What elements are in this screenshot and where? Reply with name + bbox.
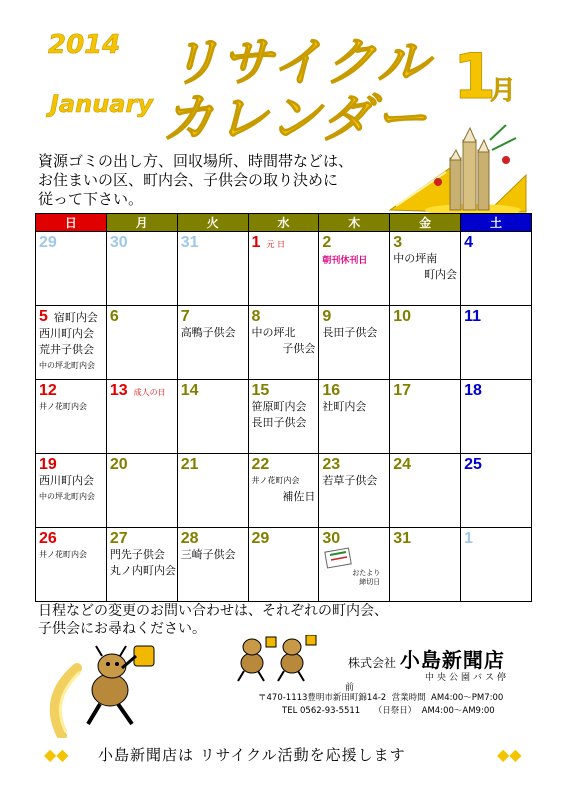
- day-number: 26: [39, 530, 57, 547]
- event-label-small: 井ノ花町内会: [39, 550, 87, 559]
- day-heading: [322, 456, 386, 473]
- weekday-header-wed: 水: [248, 214, 319, 232]
- year-label: 2014: [48, 30, 121, 60]
- calendar-day-cell: [106, 232, 177, 306]
- event-label: 町内会: [424, 268, 458, 281]
- day-number: 31: [180, 234, 199, 251]
- day-number: 23: [322, 456, 341, 473]
- notice-line: 日程などの変更のお問い合わせは、それぞれの町内会、: [38, 603, 388, 619]
- event-label: 西川町内会: [39, 327, 94, 340]
- event-label: 補佐日: [282, 490, 316, 503]
- day-number: 21: [180, 456, 199, 473]
- weekday-header-tue: 火: [177, 214, 248, 232]
- day-heading: [39, 308, 103, 326]
- calendar-table: [35, 213, 532, 602]
- calendar-day-cell: [461, 528, 532, 602]
- weekday-header-sun: 日: [36, 214, 107, 232]
- day-heading: [110, 456, 174, 473]
- weekday-header-thu: 木: [319, 214, 390, 232]
- calendar-day-cell: [390, 454, 461, 528]
- day-number: 19: [39, 456, 57, 473]
- holiday-note: 成人の日: [133, 388, 166, 397]
- day-number: 8: [251, 308, 261, 325]
- day-heading: [252, 456, 316, 473]
- calendar-day-cell: [177, 380, 248, 454]
- calendar-day-cell: [319, 232, 390, 306]
- day-number: 4: [464, 234, 473, 251]
- month-number: 1: [453, 40, 497, 113]
- title-line-1: リサイクル: [168, 33, 431, 93]
- calendar-day-cell: [248, 454, 319, 528]
- day-number: 11: [464, 308, 481, 325]
- calendar-day-cell: [461, 232, 532, 306]
- hours: AM4:00～PM7:00: [431, 693, 504, 703]
- notice-line: 子供会にお尋ねください。: [38, 621, 206, 637]
- calendar-day-cell: [248, 306, 319, 380]
- day-heading: [393, 382, 457, 399]
- day-number: 16: [322, 382, 341, 399]
- calendar-week-row: [36, 306, 532, 380]
- event-label: 子供会: [282, 342, 316, 355]
- weekday-header-row: [36, 214, 532, 232]
- day-heading: [252, 308, 316, 325]
- calendar-day-cell: [106, 306, 177, 380]
- day-number: 27: [109, 530, 128, 547]
- calendar-day-cell: [319, 380, 390, 454]
- day-number: 13: [109, 382, 128, 399]
- event-label: 中の坪北: [251, 326, 296, 339]
- deadline-label: 締切日: [359, 578, 381, 586]
- calendar-week-row: [36, 528, 532, 602]
- day-heading: [464, 234, 528, 251]
- day-heading: [322, 530, 386, 547]
- company-block: [348, 644, 505, 673]
- day-heading: [393, 308, 457, 325]
- day-number: 10: [393, 308, 412, 325]
- address-line-2: [258, 705, 503, 718]
- calendar-day-cell: [461, 380, 532, 454]
- day-heading: [252, 234, 316, 251]
- day-number: 31: [393, 530, 412, 547]
- holiday-hours: AM4:00～AM9:00: [421, 706, 495, 716]
- holiday-note: 元 日: [266, 240, 285, 249]
- day-number: 29: [251, 530, 270, 547]
- new-year-decoration-icon: [388, 120, 528, 215]
- calendar-day-cell: [319, 528, 390, 602]
- calendar-day-cell: [248, 232, 319, 306]
- day-number: 15: [251, 382, 270, 399]
- day-number: 29: [39, 234, 57, 251]
- calendar-week-row: [36, 454, 532, 528]
- day-heading: [464, 456, 528, 473]
- event-label: 門先子供会: [109, 548, 165, 561]
- day-number: 6: [109, 308, 119, 325]
- calendar-day-cell: [36, 380, 107, 454]
- event-label: 荒井子供会: [39, 343, 94, 356]
- calendar-day-cell: [390, 306, 461, 380]
- calendar-day-cell: [461, 306, 532, 380]
- day-heading: [322, 382, 386, 399]
- day-number: 14: [180, 382, 199, 399]
- day-number: 22: [251, 456, 270, 473]
- day-number: 5: [39, 308, 48, 325]
- day-heading: [252, 530, 316, 547]
- day-heading: [322, 234, 386, 251]
- event-label: 長田子供会: [322, 326, 378, 339]
- calendar-day-cell: [177, 306, 248, 380]
- weekday-header-mon: 月: [106, 214, 177, 232]
- dancing-cows-icon: [222, 635, 322, 683]
- day-number: 28: [180, 530, 199, 547]
- calendar-day-cell: [36, 454, 107, 528]
- calendar-day-cell: [177, 528, 248, 602]
- month-english-label: January: [50, 90, 153, 118]
- day-heading: [181, 456, 245, 473]
- intro-line: 資源ゴミの出し方、回収場所、時間帯などは、: [38, 152, 354, 170]
- day-number: 30: [322, 530, 341, 547]
- calendar-day-cell: [390, 380, 461, 454]
- event-label-small: 中の坪北町内会: [39, 361, 95, 370]
- day-heading: [322, 308, 386, 325]
- holiday-hours-label: （日祭日）: [373, 706, 417, 716]
- event-label: 中の坪南: [393, 252, 438, 265]
- intro-line: 従って下さい。: [38, 190, 144, 208]
- day-number: 17: [393, 382, 412, 399]
- day-heading: [110, 382, 174, 399]
- calendar-week-row: [36, 232, 532, 306]
- title-line-2: カレンダー: [162, 89, 429, 149]
- day-number: 20: [109, 456, 128, 473]
- support-message: 小島新聞店は リサイクル活動を応援します: [98, 746, 406, 764]
- day-heading: [110, 530, 174, 547]
- day-number: 12: [39, 382, 57, 399]
- day-number: 2: [322, 234, 332, 251]
- event-label: 笹原町内会: [251, 400, 307, 413]
- event-label: 高鴨子供会: [180, 326, 236, 339]
- calendar-day-cell: [36, 306, 107, 380]
- day-number: 9: [322, 308, 332, 325]
- calendar-day-cell: [319, 454, 390, 528]
- day-heading: [181, 530, 245, 547]
- company-name: 小島新聞店: [399, 648, 505, 672]
- event-label: 長田子供会: [251, 416, 307, 429]
- weekday-header-sat: 土: [461, 214, 532, 232]
- day-number: 1: [464, 530, 473, 547]
- intro-line: お住まいの区、町内会、子供会の取り決めに: [38, 171, 339, 189]
- calendar-day-cell: [248, 528, 319, 602]
- day-number: 25: [464, 456, 482, 473]
- address-line-1: [258, 692, 503, 705]
- address-block: [258, 692, 503, 718]
- day-heading: [181, 234, 245, 251]
- day-heading: [39, 530, 103, 547]
- newsletter-deadline-label: [322, 569, 386, 587]
- day-heading: [39, 456, 103, 473]
- calendar-day-cell: [106, 454, 177, 528]
- day-heading: [39, 234, 103, 251]
- day-heading: [393, 456, 457, 473]
- event-label: 丸ノ内町内会: [109, 564, 176, 577]
- day-heading: [393, 234, 457, 251]
- day-heading: [39, 382, 103, 399]
- calendar-day-cell: [248, 380, 319, 454]
- day-number: 30: [109, 234, 128, 251]
- event-label-small: 中の坪北町内会: [39, 492, 95, 501]
- day-number: 18: [464, 382, 482, 399]
- day-heading: [181, 308, 245, 325]
- cow-mascot-icon: [22, 628, 172, 738]
- calendar-day-cell: [106, 528, 177, 602]
- day-number: 1: [251, 234, 261, 251]
- month-kanji: 月: [490, 76, 517, 106]
- location-line: 中央公園バス停: [425, 673, 510, 683]
- diamond-right-icon: ◆◆: [497, 745, 522, 764]
- day-heading: [464, 530, 528, 547]
- calendar-day-cell: [461, 454, 532, 528]
- newsletter-icon: [322, 547, 358, 569]
- company-prefix: 株式会社: [348, 656, 397, 670]
- event-label: 宿町内会: [53, 311, 98, 324]
- location-suffix: 前: [345, 683, 355, 693]
- calendar-week-row: [36, 380, 532, 454]
- event-label-small: 井ノ花町内会: [39, 402, 87, 411]
- intro-text: [38, 152, 398, 209]
- day-number: 7: [180, 308, 190, 325]
- event-label: 若草子供会: [322, 474, 378, 487]
- event-label: 西川町内会: [39, 474, 94, 487]
- day-heading: [110, 234, 174, 251]
- telephone: TEL 0562-93-5511: [282, 706, 361, 716]
- calendar-day-cell: [36, 232, 107, 306]
- event-label: 三崎子供会: [180, 548, 236, 561]
- day-number: 24: [393, 456, 412, 473]
- calendar-day-cell: [177, 454, 248, 528]
- calendar-day-cell: [36, 528, 107, 602]
- event-label: 社町内会: [322, 400, 367, 413]
- day-heading: [181, 382, 245, 399]
- day-heading: [252, 382, 316, 399]
- no-morning-paper-note: 朝刊休刊日: [322, 256, 368, 266]
- weekday-header-fri: 金: [390, 214, 461, 232]
- day-heading: [393, 530, 457, 547]
- calendar-day-cell: [106, 380, 177, 454]
- calendar-day-cell: [390, 232, 461, 306]
- event-label-small: 井ノ花町内会: [251, 476, 300, 485]
- day-number: 3: [393, 234, 403, 251]
- day-heading: [110, 308, 174, 325]
- day-heading: [464, 382, 528, 399]
- hours-label: 営業時間: [391, 693, 426, 703]
- calendar-day-cell: [319, 306, 390, 380]
- day-heading: [464, 308, 528, 325]
- calendar-day-cell: [177, 232, 248, 306]
- calendar-day-cell: [390, 528, 461, 602]
- diamond-left-icon: ◆◆: [44, 745, 69, 764]
- address: 〒470-1113豊明市新田町錦14-2: [258, 693, 387, 703]
- newsletter-label: おたより: [352, 569, 381, 577]
